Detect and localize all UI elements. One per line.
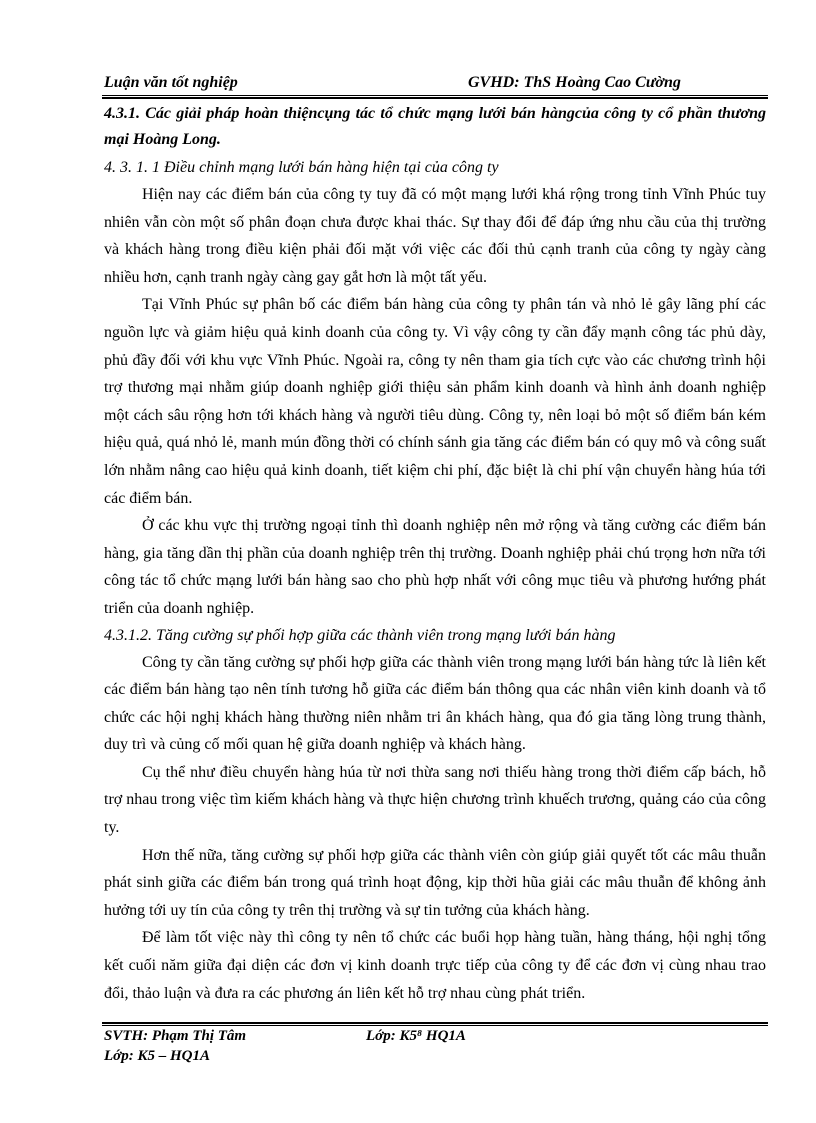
page-footer: [104, 1028, 766, 1068]
thesis-label: Luận văn tốt nghiệp: [104, 74, 238, 91]
student-name: SVTH: Phạm Thị Tâm: [104, 1028, 247, 1044]
paragraph: Tại Vĩnh Phúc sự phân bố các điểm bán hàng của công ty phân tán và nhỏ lẻ gây lãng phí các nguồn lực và giảm hiệu quả kinh doanh của công ty. Vì vậy công ty cần đẩy mạnh công tác phủ dày, phủ đầy đối với khu vực Vĩnh Phúc. Ngoài ra, công ty nên tham gia tích cực vào các chương trình hội trợ thương mại nhằm giúp doanh nghiệp giới thiệu sản phẩm kinh doanh và hình ảnh doanh nghiệp một cách sâu rộng hơn tới khách hàng và người tiêu dùng. Công ty, nên loại bỏ một số điểm bán kém hiệu quả, quá nhỏ lẻ, manh mún đồng thời có chính sánh gia tăng các điểm bán có quy mô và công suất lớn nhằm nâng cao hiệu quả kinh doanh, tiết kiệm chi phí, đặc biệt là chi phí vận chuyển hàng húa tới các điểm bán.: [104, 296, 766, 507]
paragraph: Ở các khu vực thị trường ngoại tỉnh thì doanh nghiệp nên mở rộng và tăng cường các điểm bán hàng, gia tăng dần thị phần của doanh nghiệp trên thị trường. Doanh nghiệp phải chú trọng hơn nữa tới công tác tổ chức mạng lưới bán hàng sao cho phù hợp nhất với công mục tiêu và phương hướng phát triển của doanh nghiệp.: [104, 517, 766, 617]
document-body: [104, 101, 766, 1007]
paragraph: Cụ thể như điều chuyển hàng húa từ nơi thừa sang nơi thiếu hàng trong thời điểm cấp bách, hỗ trợ nhau trong việc tìm kiếm khách hàng và thực hiện chương trình khuếch trương, quảng cáo của công ty.: [104, 763, 766, 837]
section-title: 4.3.1. Các giải pháp hoàn thiệncụng tác tổ chức mạng lưới bán hàngcủa công ty cổ phần thương mại Hoàng Long.: [104, 105, 766, 148]
paragraph: Công ty cần tăng cường sự phối hợp giữa các thành viên trong mạng lưới bán hàng tức là liên kết các điểm bán hàng tạo nên tính tương hỗ giữa các điểm bán thông qua các nhân viên kinh doanh và tổ chức các hội nghị khách hàng thường niên nhằm tri ân khách hàng, qua đó gia tăng lòng trung thành, duy trì và củng cố mối quan hệ giữa doanh nghiệp và khách hàng.: [104, 653, 766, 754]
class-label-secondary: Lớp: K5 – HQ1A: [104, 1048, 210, 1064]
subsection-title-2: 4.3.1.2. Tăng cường sự phối hợp giữa các thành viên trong mạng lưới bán hàng: [104, 626, 616, 644]
header-divider: [102, 95, 768, 99]
footer-divider: [102, 1022, 768, 1026]
paragraph: Để làm tốt việc này thì công ty nên tổ chức các buổi họp hàng tuần, hàng tháng, hội nghị tổng kết cuối năm giữa đại diện các đơn vị kinh doanh trực tiếp của công ty để các đơn vị cùng nhau trao đổi, thảo luận và đưa ra các phương án liên kết hỗ trợ nhau cùng phát triển.: [104, 929, 766, 1002]
advisor-label: GVHD: ThS Hoàng Cao Cường: [468, 74, 681, 91]
page-header: [104, 74, 768, 96]
subsection-title-1: 4. 3. 1. 1 Điều chỉnh mạng lưới bán hàng hiện tại của công ty: [104, 159, 499, 176]
paragraph: Hơn thế nữa, tăng cường sự phối hợp giữa các thành viên còn giúp giải quyết tốt các mâu thuẫn phát sinh giữa các điểm bán trong quá trình hoạt động, kịp thời hũa giải các mâu thuẫn để không ảnh hưởng tới uy tín của công ty trên thị trường và sự tin tưởng của khách hàng.: [104, 846, 766, 919]
paragraph: Hiện nay các điểm bán của công ty tuy đã có một mạng lưới khá rộng trong tỉnh Vĩnh Phúc tuy nhiên vẫn còn một số phân đoạn chưa được khai thác. Sự thay đổi để đáp ứng nhu cầu của thị trường và khách hàng trong điều kiện phải đối mặt với việc các đối thủ cạnh tranh của công ty ngày càng nhiều hơn, cạnh tranh ngày càng gay gắt hơn là một tất yếu.: [104, 186, 766, 286]
class-label: Lớp: K5⁸ HQ1A: [366, 1028, 466, 1044]
